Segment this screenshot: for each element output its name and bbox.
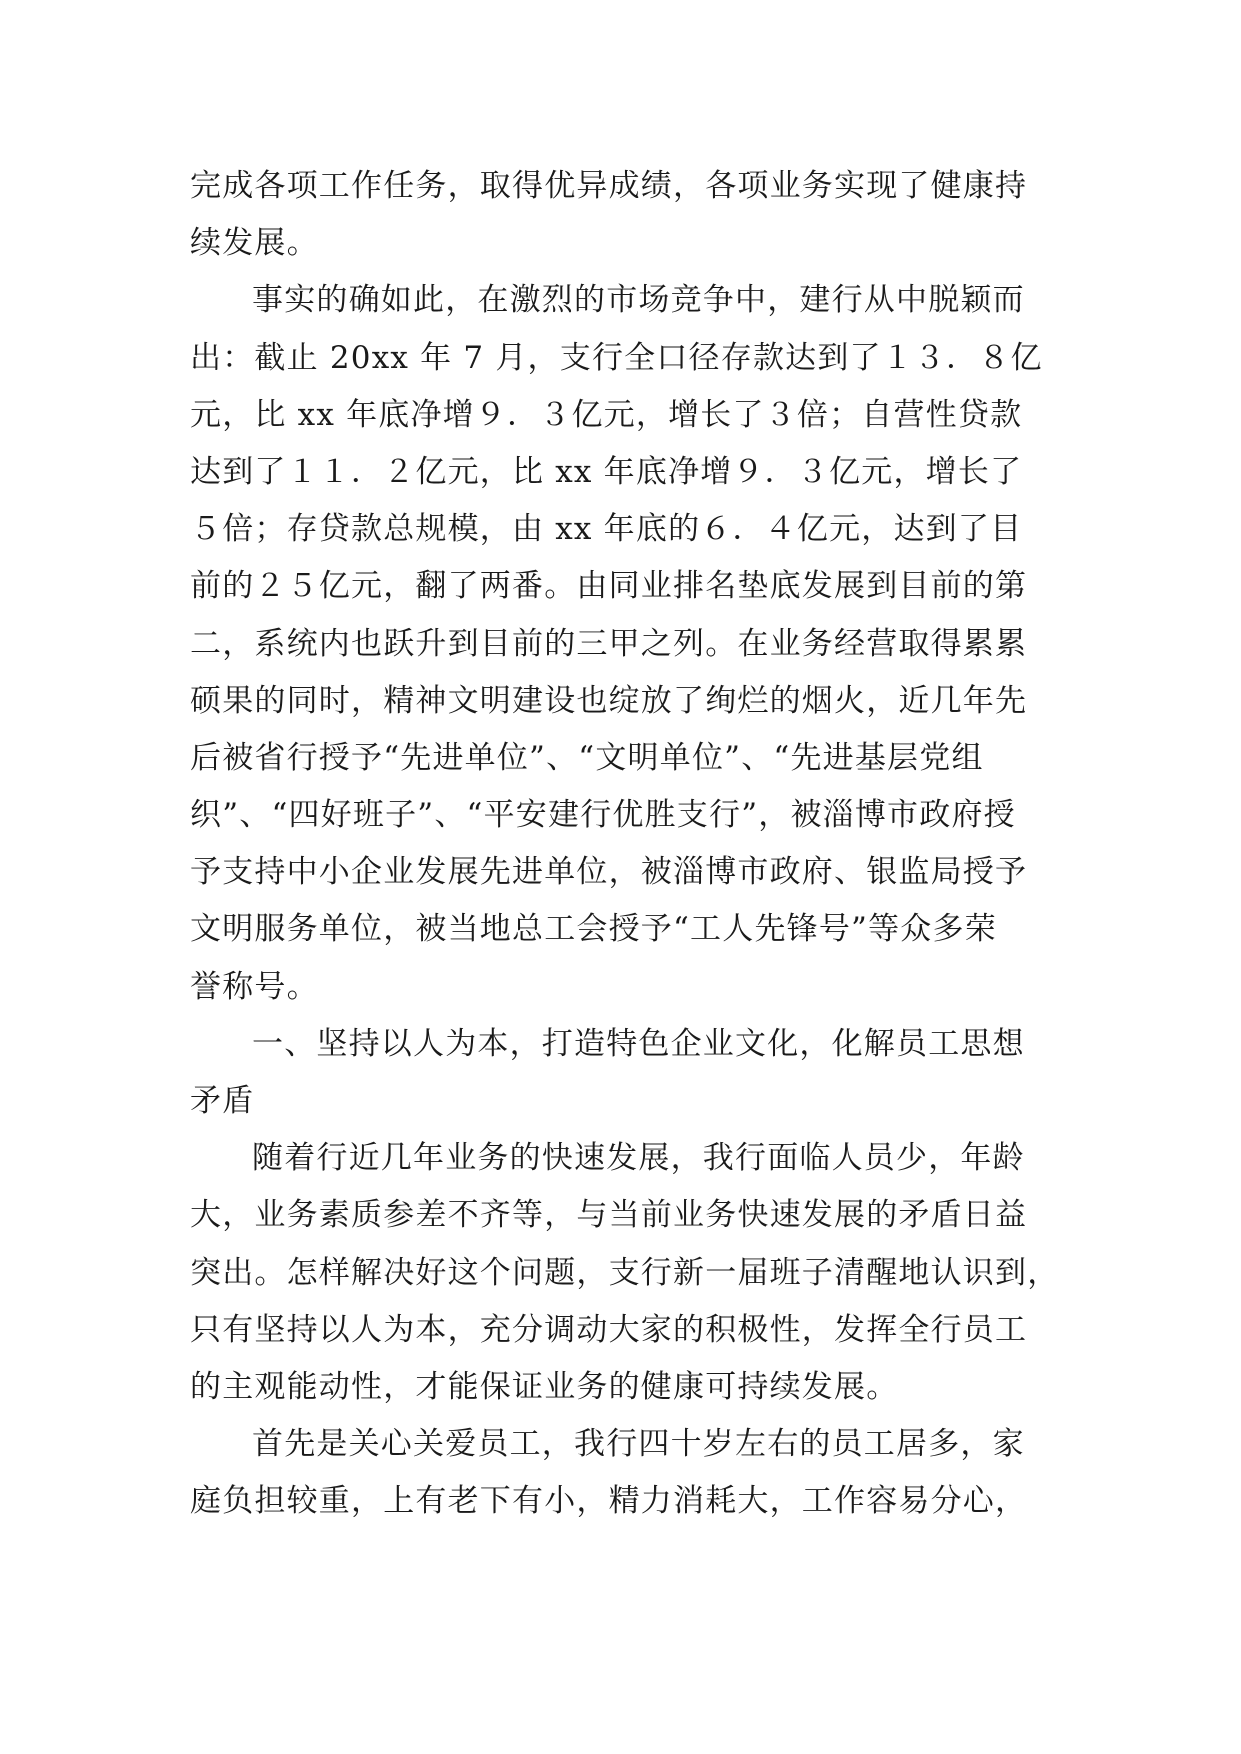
text-line: 大，业务素质参差不齐等，与当前业务快速发展的矛盾日益 [190,1197,1028,1234]
text-line: 前的２５亿元，翻了两番。由同业排名垫底发展到目前的第 [190,568,1028,605]
text-line: 二，系统内也跃升到目前的三甲之列。在业务经营取得累累 [190,625,1028,662]
text-line: 予支持中小企业发展先进单位，被淄博市政府、银监局授予 [190,854,1028,891]
section-heading-line: 一、坚持以人为本，打造特色企业文化，化解员工思想 [252,1025,1025,1062]
paragraph-start-line: 首先是关心关爱员工，我行四十岁左右的员工居多，家 [252,1426,1025,1463]
document-body [190,158,1060,1531]
text-line: 突出。怎样解决好这个问题，支行新一届班子清醒地认识到， [190,1254,1060,1291]
paragraph-start-line: 随着行近几年业务的快速发展，我行面临人员少，年龄 [252,1140,1025,1177]
text-line: 誉称号。 [190,968,319,1005]
text-line: 完成各项工作任务，取得优异成绩，各项业务实现了健康持 [190,168,1028,204]
text-line: 庭负担较重，上有老下有小，精力消耗大，工作容易分心， [190,1483,1028,1520]
text-line: 的主观能动性，才能保证业务的健康可持续发展。 [190,1368,899,1405]
text-line: 只有坚持以人为本，充分调动大家的积极性，发挥全行员工 [190,1311,1028,1348]
text-line: 续发展。 [190,225,319,262]
text-line: 出：截止 20xx 年 7 月，支行全口径存款达到了１３．８亿 [190,339,1043,376]
text-line: ５倍；存贷款总规模，由 xx 年底的６．４亿元，达到了目 [190,511,1023,548]
section-heading-line: 矛盾 [190,1083,255,1119]
text-line: 元，比 xx 年底净增９．３亿元，增长了３倍；自营性贷款 [190,396,1023,433]
text-line: 后被省行授予“先进单位”、“文明单位”、“先进基层党组 [190,739,984,776]
paragraph-start-line: 事实的确如此，在激烈的市场竞争中，建行从中脱颖而 [252,282,1025,319]
text-line: 织”、“四好班子”、“平安建行优胜支行”，被淄博市政府授 [190,797,1016,834]
text-line: 硕果的同时，精神文明建设也绽放了绚烂的烟火，近几年先 [190,682,1028,719]
text-line: 文明服务单位，被当地总工会授予“工人先锋号”等众多荣 [190,911,997,948]
text-line: 达到了１１．２亿元，比 xx 年底净增９．３亿元，增长了 [190,453,1023,490]
